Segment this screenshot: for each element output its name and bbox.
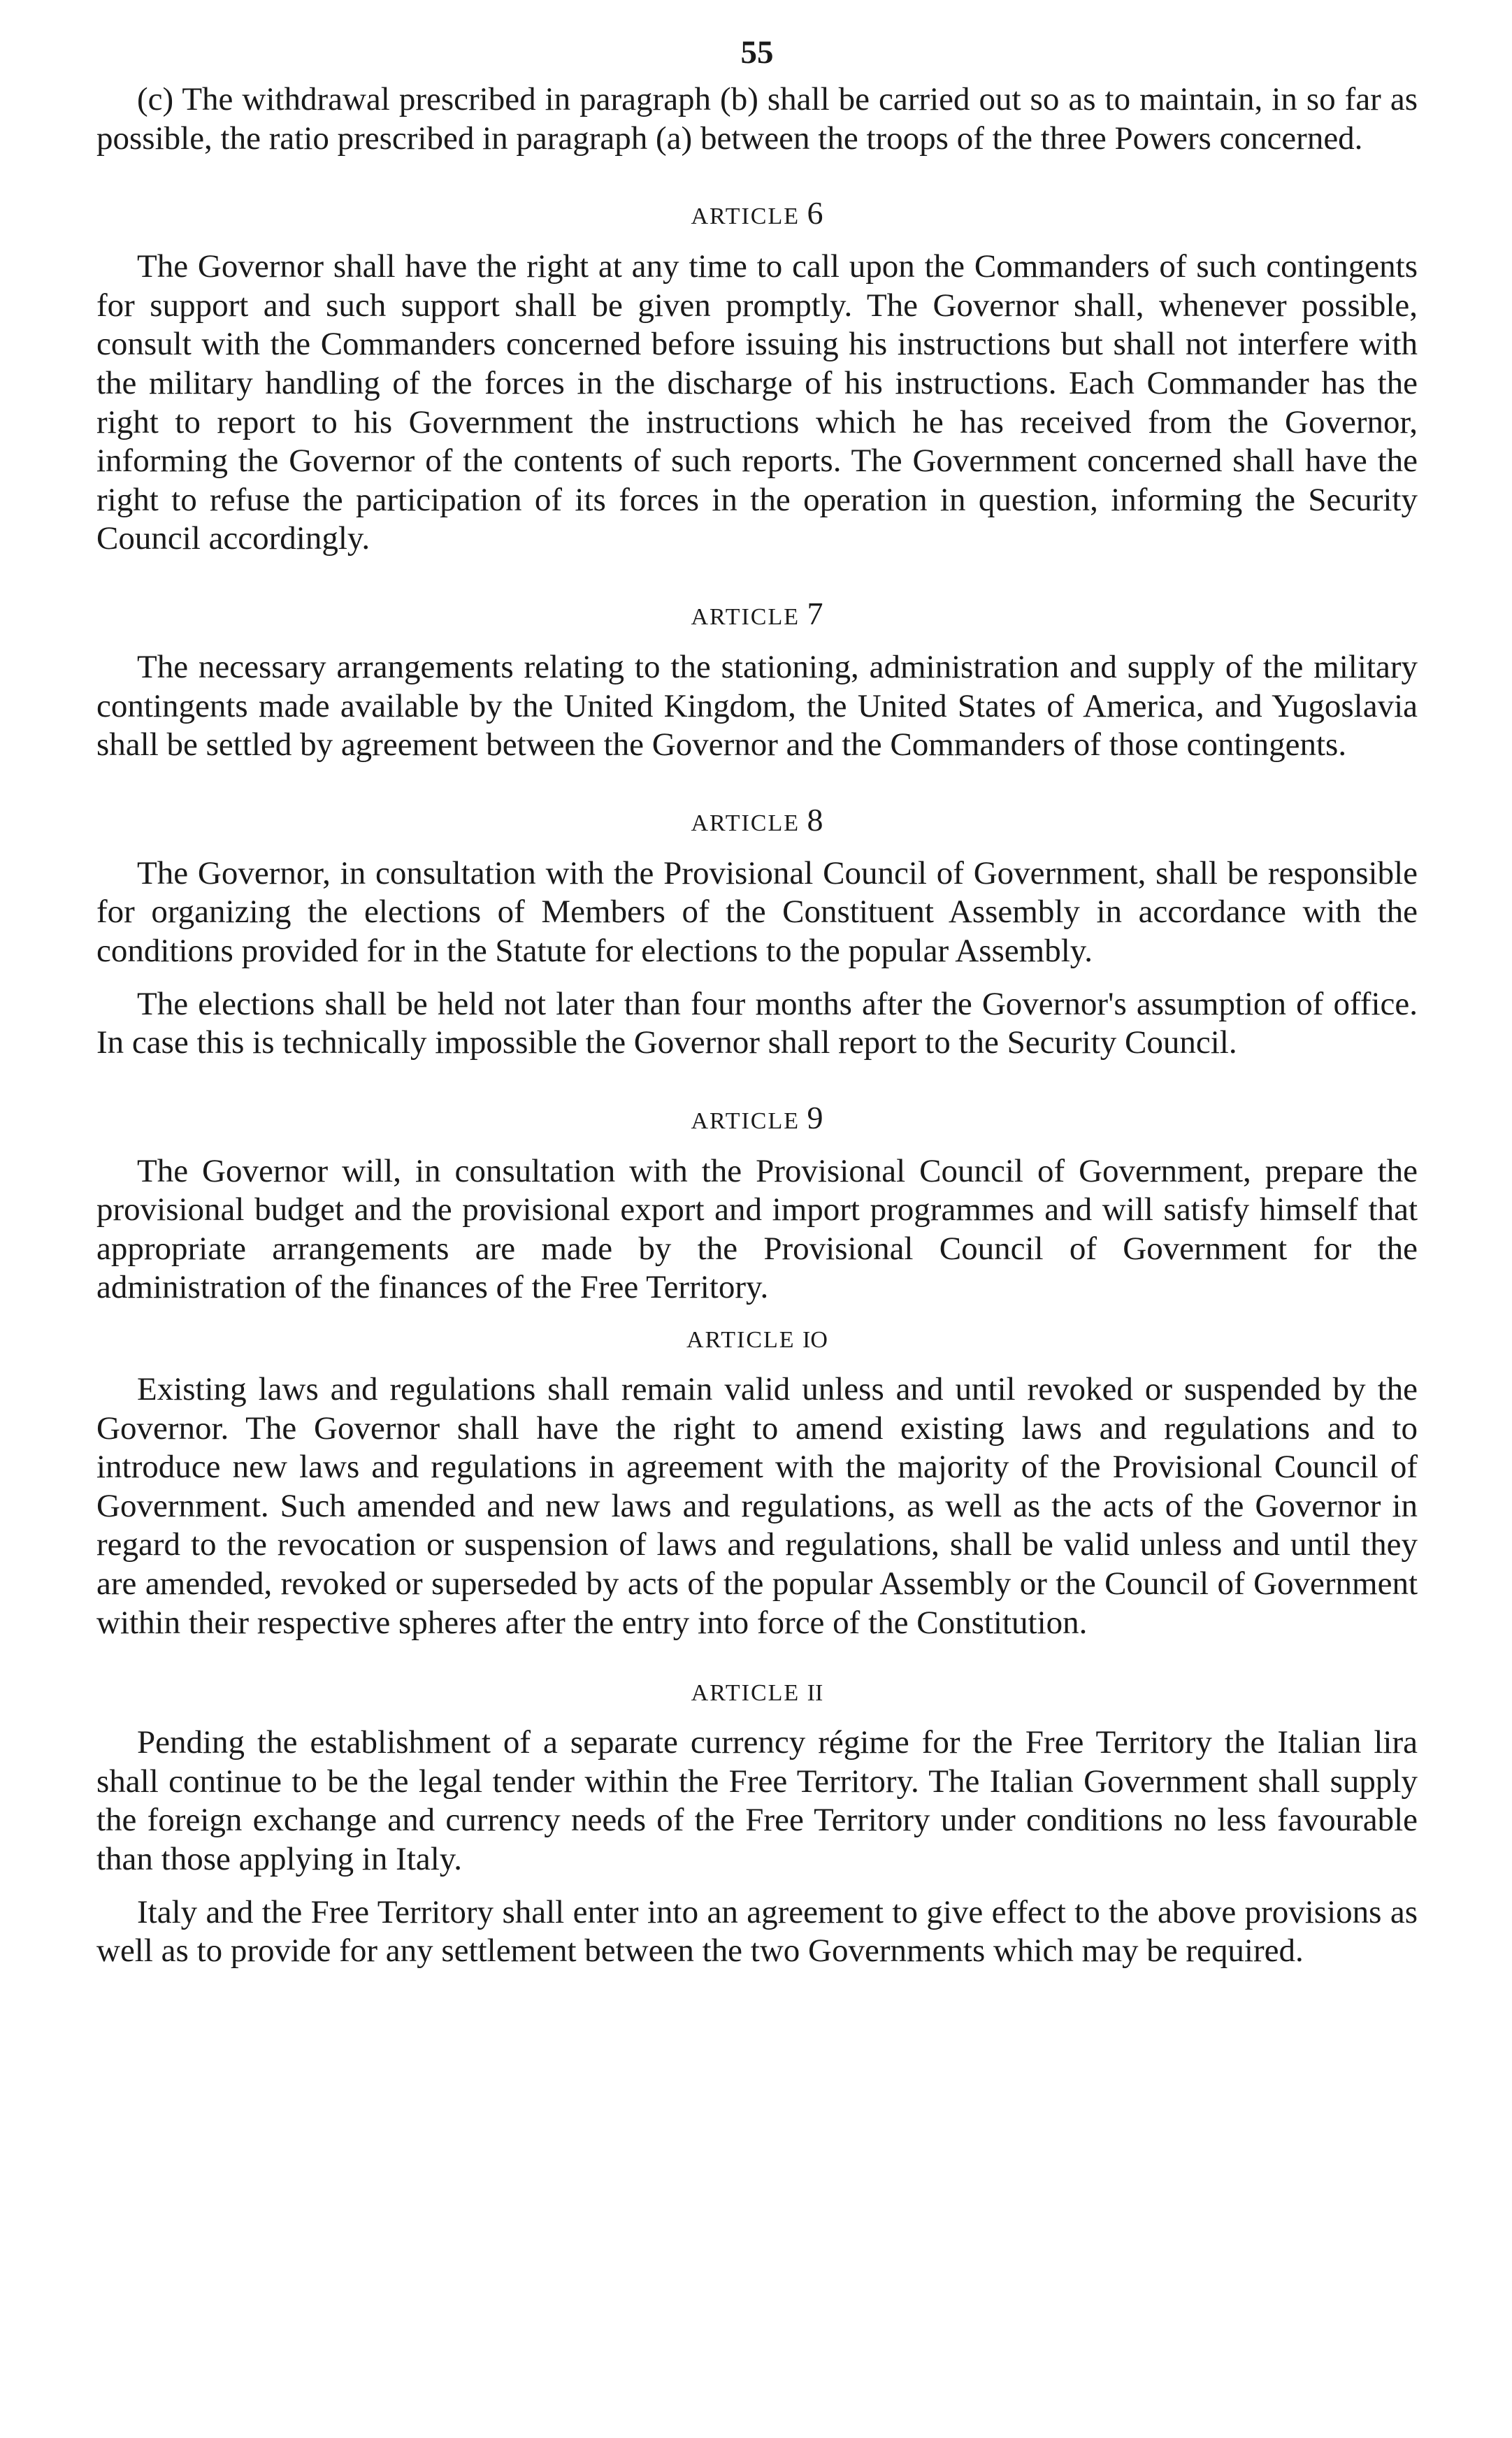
article-label: ARTICLE	[691, 603, 800, 630]
article-6-heading	[96, 197, 1418, 229]
article-number: IO	[802, 1327, 828, 1354]
article-8-paragraph-2: The elections shall be held not later than four months after the Governor's assumption of office. In case this is technically impossible the Governor shall report to the Security Council.	[96, 985, 1418, 1061]
article-number: 7	[807, 595, 823, 631]
article-number: II	[807, 1680, 823, 1707]
article-label: ARTICLE	[691, 810, 800, 836]
article-number: 6	[807, 195, 823, 231]
page-number: 55	[740, 34, 774, 71]
paragraph-c-withdrawal: (c) The withdrawal prescribed in paragraph (b) shall be carried out so as to maintain, in so far as possible, the ratio prescribed in paragraph (a) between the troops of the three Powers concerned.	[96, 81, 1418, 157]
article-8-heading	[96, 801, 1418, 838]
article-9-heading	[96, 1099, 1418, 1135]
article-10-heading	[96, 1328, 1418, 1352]
article-number: 9	[807, 1099, 823, 1135]
article-number: 8	[807, 801, 823, 838]
article-9-paragraph-1: The Governor will, in consultation with the Provisional Council of Government, prepare the provisional budget and the provisional export and import programmes and will satisfy himself that appropriate arrangements are made by the Provisional Council of Government for the administration of the finances of the Free Territory.	[96, 1152, 1418, 1306]
article-11-heading	[96, 1681, 1418, 1705]
article-label: ARTICLE	[686, 1327, 795, 1354]
article-11-paragraph-2: Italy and the Free Territory shall enter into an agreement to give effect to the above provisions as well as to provide for any settlement between the two Governments which may be required.	[96, 1893, 1418, 1970]
article-label: ARTICLE	[691, 1680, 800, 1707]
article-10-paragraph-1: Existing laws and regulations shall remain valid unless and until revoked or suspended by the Governor. The Governor shall have the right to amend existing laws and regulations and to introduce new laws and regulations in agreement with the majority of the Provisional Council of Government. Such amended and new laws and regulations, as well as the acts of the Governor in regard to the revocation or suspension of laws and regulations, shall be valid unless and until they are amended, revoked or superseded by acts of the popular Assembly or the Council of Government within their respective spheres after the entry into force of the Constitution.	[96, 1371, 1418, 1641]
article-7-paragraph-1: The necessary arrangements relating to the stationing, administration and supply of the military contingents made available by the United Kingdom, the United States of America, and Yugoslavia shall be settled by agreement between the Governor and the Commanders of those contingents.	[96, 648, 1418, 763]
article-label: ARTICLE	[691, 203, 800, 230]
article-6-paragraph-1: The Governor shall have the right at any time to call upon the Commanders of such contingents for support and such support shall be given promptly. The Governor shall, whenever possible, consult with the Commanders concerned before issuing his instructions but shall not interfere with the military handling of the forces in the discharge of his instructions. Each Commander has the right to report to his Government the instructions which he has received from the Governor, informing the Governor of the contents of such reports. The Government concerned shall have the right to refuse the participation of its forces in the operation in question, informing the Security Council accordingly.	[96, 248, 1418, 557]
article-8-paragraph-1: The Governor, in consultation with the Provisional Council of Government, shall be responsible for organizing the elections of Members of the Constituent Assembly in accordance with the conditions provided for in the Statute for elections to the popular Assembly.	[96, 854, 1418, 969]
article-11-paragraph-1: Pending the establishment of a separate currency régime for the Free Territory the Italian lira shall continue to be the legal tender within the Free Territory. The Italian Government shall supply the foreign exchange and currency needs of the Free Territory under conditions no less favourable than those applying in Italy.	[96, 1724, 1418, 1877]
article-label: ARTICLE	[691, 1107, 800, 1134]
document-page	[96, 36, 1418, 1971]
article-7-heading	[96, 595, 1418, 631]
